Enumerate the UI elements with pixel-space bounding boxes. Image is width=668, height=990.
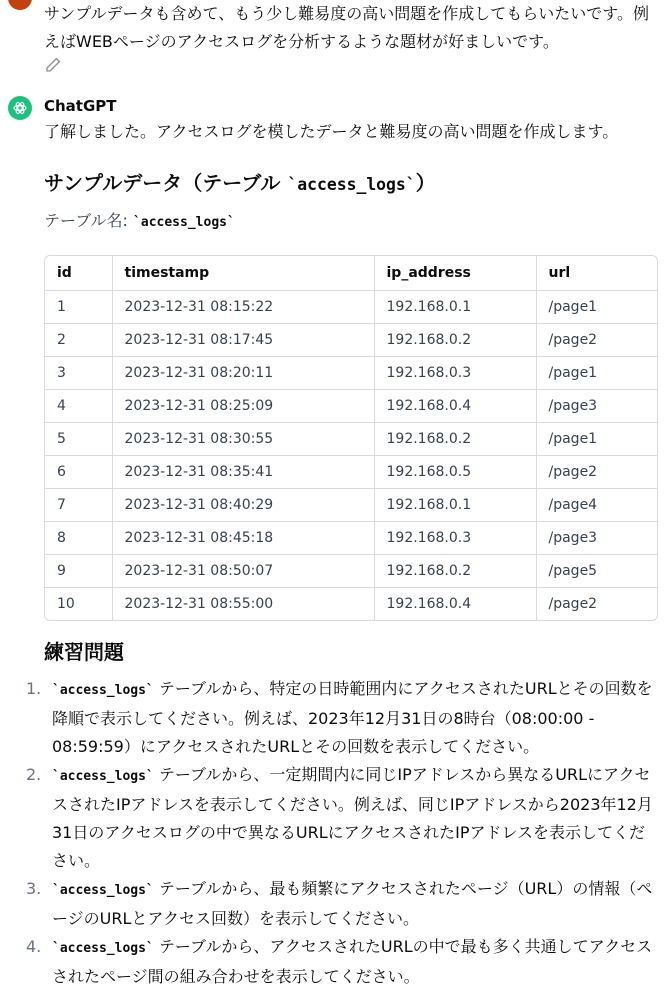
cell-id: 8 [45,522,112,555]
user-avatar [8,0,32,10]
cell-timestamp: 2023-12-31 08:35:41 [112,456,374,489]
assistant-name: ChatGPT [44,97,117,115]
cell-timestamp: 2023-12-31 08:15:22 [112,291,374,324]
cell-id: 9 [45,555,112,588]
assistant-avatar [8,96,32,120]
cell-url: /page2 [536,324,657,357]
cell-url: /page5 [536,555,657,588]
cell-ip-address: 192.168.0.2 [374,324,536,357]
table-row [45,489,657,522]
sample-data-heading [44,166,436,202]
cell-ip-address: 192.168.0.3 [374,522,536,555]
exercise-number: 1. [26,679,42,698]
column-header-timestamp: timestamp [112,256,374,291]
cell-url: /page1 [536,291,657,324]
cell-ip-address: 192.168.0.4 [374,588,536,621]
cell-timestamp: 2023-12-31 08:25:09 [112,390,374,423]
table-row [45,291,657,324]
exercise-code: `access_logs` [52,683,154,698]
table-row [45,423,657,456]
cell-url: /page4 [536,489,657,522]
heading-suffix: ） [415,171,436,195]
cell-id: 3 [45,357,112,390]
table-name-line [44,206,235,238]
cell-timestamp: 2023-12-31 08:55:00 [112,588,374,621]
cell-timestamp: 2023-12-31 08:20:11 [112,357,374,390]
cell-timestamp: 2023-12-31 08:50:07 [112,555,374,588]
table-row [45,390,657,423]
cell-url: /page2 [536,456,657,489]
cell-ip-address: 192.168.0.2 [374,423,536,456]
cell-timestamp: 2023-12-31 08:45:18 [112,522,374,555]
cell-timestamp: 2023-12-31 08:30:55 [112,423,374,456]
table-name-label: テーブル名: [44,211,134,230]
cell-url: /page3 [536,390,657,423]
cell-id: 10 [45,588,112,621]
cell-id: 5 [45,423,112,456]
exercise-code: `access_logs` [52,769,154,784]
cell-ip-address: 192.168.0.1 [374,489,536,522]
openai-logo-icon [12,100,28,116]
exercise-text: テーブルから、特定の日時範囲内にアクセスされたURLとその回数を降順で表示してください。例えば、2023年12月31日の8時台（08:00:00 - 08:59:59）にアクセスされたURLとその回数を表示してください。 [52,679,653,756]
exercise-code: `access_logs` [52,883,154,898]
cell-url: /page2 [548,596,598,612]
cell-id: 4 [45,390,112,423]
heading-text: サンプルデータ（テーブル [44,171,288,195]
cell-id: 2 [45,324,112,357]
table-row [45,522,657,555]
table-row [45,555,657,588]
heading-code: `access_logs` [287,175,416,194]
exercise-number: 4. [26,937,42,956]
cell-url: /page3 [536,522,657,555]
table-header-row [45,256,657,291]
exercise-code: `access_logs` [52,941,154,956]
table-row [45,324,657,357]
cell-id: 7 [45,489,112,522]
exercise-item [0,933,668,990]
cell-url: /page1 [536,423,657,456]
pencil-icon [44,56,62,74]
exercise-item [0,761,668,875]
user-message: サンプルデータも含めて、もう少し難易度の高い問題を作成してもらいたいです。例えばWEBページのアクセスログを分析するような題材が好ましいです。 [44,4,649,51]
exercise-text: テーブルから、アクセスされたURLの中で最も多く共通してアクセスされたページ間の組み合わせを表示してください。 [52,937,653,986]
exercise-text: テーブルから、一定期間内に同じIPアドレスから異なるURLにアクセスされたIPアドレスを表示してください。例えば、同じIPアドレスから2023年12月31日のアクセスログの中で異なるURLにアクセスされたIPアドレスを表示してください。 [52,765,653,870]
cell-ip-address: 192.168.0.1 [374,291,536,324]
exercise-item [0,875,668,933]
cell-timestamp: 2023-12-31 08:17:45 [112,324,374,357]
column-header-ip-address: ip_address [374,256,536,291]
assistant-intro: 了解しました。アクセスログを模したデータと難易度の高い問題を作成します。 [44,122,619,141]
cell-id: 6 [45,456,112,489]
table-name-code: `access_logs` [133,215,235,230]
column-header-url: url [536,256,657,291]
cell-ip-address: 192.168.0.3 [374,357,536,390]
exercise-number: 3. [26,879,42,898]
cell-ip-address: 192.168.0.4 [374,390,536,423]
exercise-list [0,675,668,990]
table-row [45,456,657,489]
exercise-text: テーブルから、最も頻繁にアクセスされたページ（URL）の情報（ページのURLとアクセス回数）を表示してください。 [52,879,653,928]
access-logs-table [44,255,658,621]
exercise-number: 2. [26,765,42,784]
column-header-id: id [45,256,112,291]
cell-timestamp: 2023-12-31 08:40:29 [112,489,374,522]
cell-ip-address: 192.168.0.5 [374,456,536,489]
table-row [45,588,657,621]
edit-message-button[interactable] [44,56,64,76]
cell-url: /page1 [536,357,657,390]
cell-ip-address: 192.168.0.2 [374,555,536,588]
table-row [45,357,657,390]
exercises-heading: 練習問題 [44,640,124,664]
cell-id: 1 [45,291,112,324]
exercise-item [0,675,668,761]
